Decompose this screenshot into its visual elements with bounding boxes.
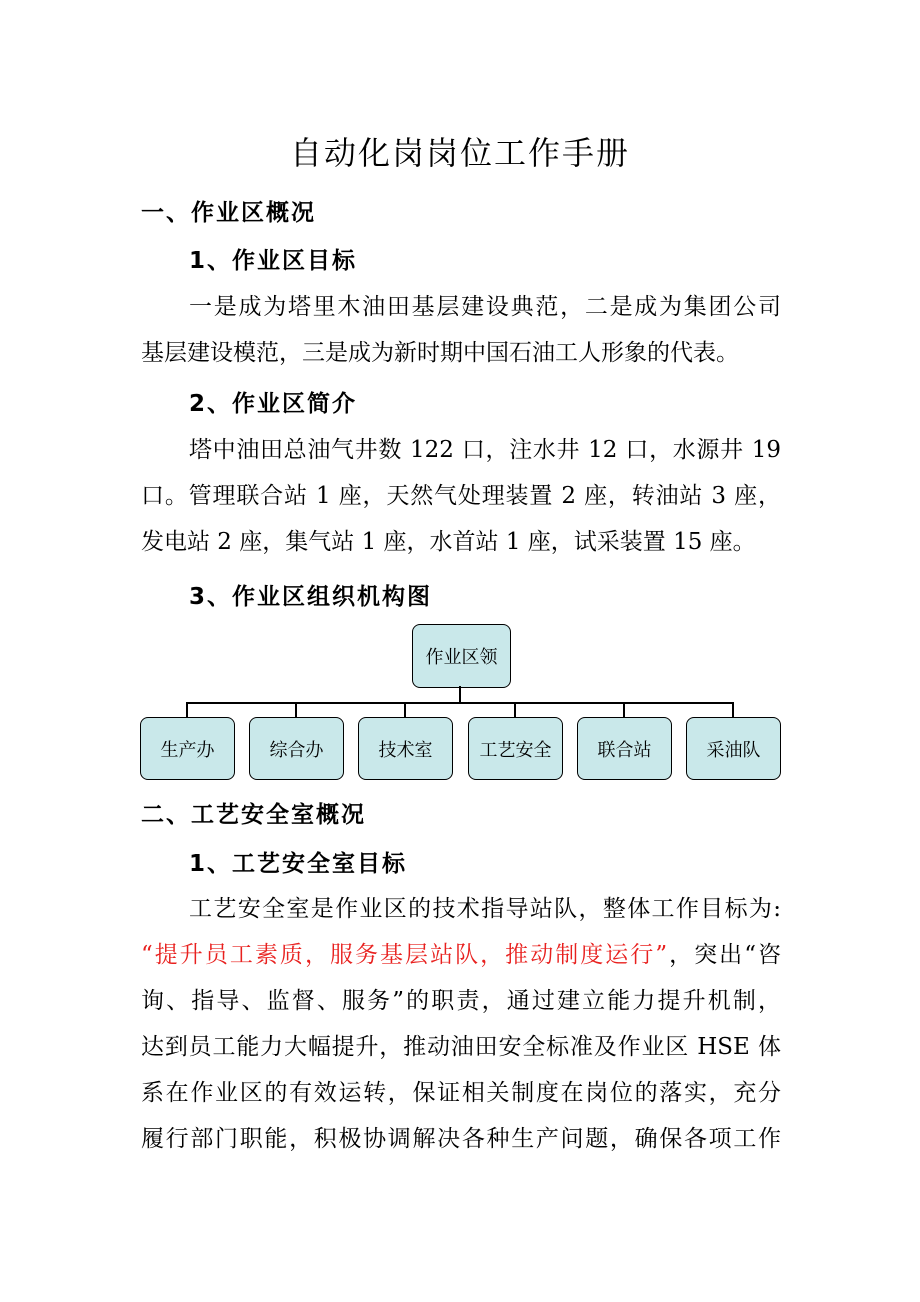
org-child-box: 生产办 (140, 717, 235, 780)
paragraph-line: 工艺安全室是作业区的技术指导站队，整体工作目标为: (189, 896, 781, 922)
org-root-box: 作业区领 (412, 624, 511, 688)
paragraph-line: 履行部门职能，积极协调解决各种生产问题，确保各项工作 (141, 1126, 781, 1152)
org-connector (404, 702, 406, 718)
page-title: 自动化岗岗位工作手册 (289, 134, 630, 172)
paragraph-line: 塔中油田总油气井数 122 口，注水井 12 口，水源井 19 (189, 437, 781, 463)
subheading-intro: 2、作业区简介 (189, 391, 358, 417)
subheading-org-chart: 3、作业区组织机构图 (189, 584, 433, 610)
paragraph-line: 询、指导、监督、服务”的职责，通过建立能力提升机制， (141, 988, 781, 1014)
paragraph-line: 系在作业区的有效运转，保证相关制度在岗位的落实，充分 (141, 1080, 781, 1106)
org-child-box: 综合办 (249, 717, 344, 780)
paragraph-line: 达到员工能力大幅提升，推动油田安全标准及作业区 HSE 体 (141, 1034, 781, 1060)
org-connector (186, 702, 734, 704)
org-child-box: 联合站 (577, 717, 672, 780)
org-child-box: 技术室 (358, 717, 453, 780)
org-connector (514, 702, 516, 718)
org-child-box: 采油队 (686, 717, 781, 780)
highlight-slogan: “提升员工素质，服务基层站队，推动制度运行” (141, 942, 668, 968)
org-connector (459, 686, 461, 703)
paragraph-line: 一是成为塔里木油田基层建设典范，二是成为集团公司 (189, 294, 781, 320)
section-heading-safety: 二、工艺安全室概况 (141, 802, 366, 828)
paragraph-line: 口。管理联合站 1 座，天然气处理装置 2 座，转油站 3 座， (141, 483, 781, 509)
paragraph-line (141, 932, 781, 978)
org-connector (295, 702, 297, 718)
section-heading-overview: 一、作业区概况 (141, 200, 316, 226)
subheading-safety-goal: 1、工艺安全室目标 (189, 851, 408, 877)
org-child-box: 工艺安全 (468, 717, 563, 780)
subheading-goal: 1、作业区目标 (189, 248, 358, 274)
org-connector (732, 702, 734, 718)
org-connector (623, 702, 625, 718)
org-chart (0, 620, 920, 790)
paragraph-line: 基层建设模范，三是成为新时期中国石油工人形象的代表。 (141, 340, 739, 366)
org-connector (186, 702, 188, 718)
paragraph-line: 发电站 2 座，集气站 1 座，水首站 1 座，试采装置 15 座。 (141, 529, 756, 555)
paragraph-text: ，突出“咨 (667, 942, 781, 968)
